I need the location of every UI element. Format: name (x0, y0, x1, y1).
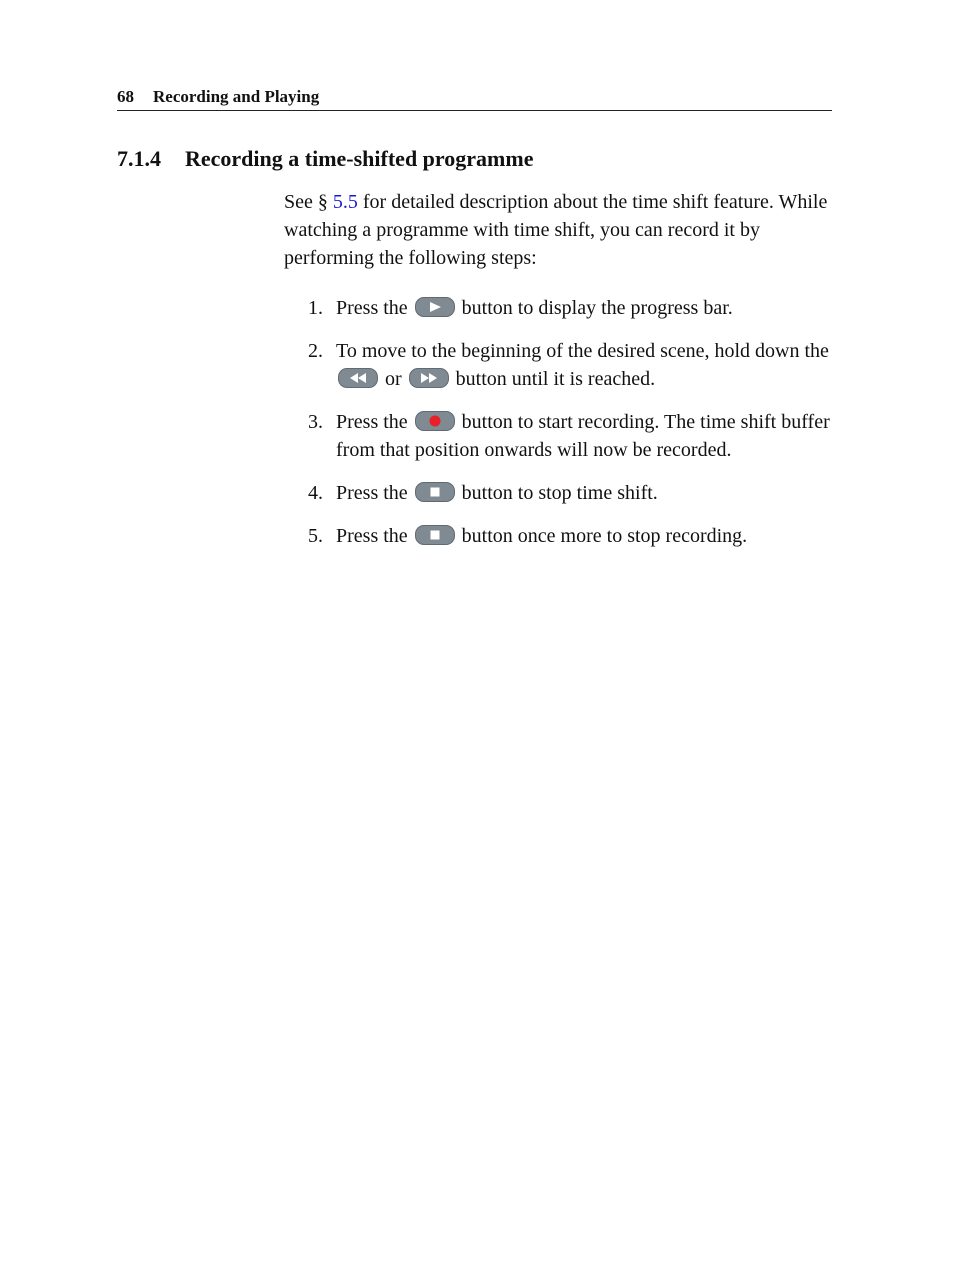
section-cross-reference-link[interactable]: 5.5 (332, 191, 358, 213)
step-number: 2. (308, 340, 323, 362)
step-text-after: button to stop time shift. (461, 482, 658, 504)
step-text-before: Press the (336, 411, 408, 433)
step-number: 5. (308, 525, 323, 547)
rewind-button-icon (338, 368, 378, 388)
step-number: 3. (308, 411, 323, 433)
step-text-after: button once more to stop recording. (461, 525, 748, 547)
stop-button-icon (415, 525, 455, 545)
chapter-title: Recording and Playing (153, 87, 320, 106)
intro-paragraph (284, 188, 840, 272)
step-item (308, 522, 840, 550)
section-heading (117, 144, 533, 174)
step-text-before: Press the (336, 482, 408, 504)
step-text-after: button to start recording. The time shift buffer from that position onwards will now be recorded. (336, 411, 830, 461)
running-head (117, 86, 832, 111)
step-text-before: To move to the beginning of the desired scene, hold down the (336, 340, 829, 362)
step-list (308, 294, 840, 565)
page-number: 68 (117, 87, 134, 106)
intro-prefix: See § (284, 191, 333, 213)
step-text-after: button until it is reached. (455, 368, 656, 390)
intro-suffix: for detailed description about the time shift feature. While watching a programme with time shift, you can record it by performing the following steps: (284, 191, 828, 269)
step-item (308, 337, 840, 393)
section-title: Recording a time-shifted programme (185, 146, 534, 171)
play-button-icon (415, 297, 455, 317)
step-text-middle: or (385, 368, 402, 390)
step-item (308, 408, 840, 464)
step-text-before: Press the (336, 525, 408, 547)
step-number: 1. (308, 297, 323, 319)
step-item (308, 294, 840, 322)
step-number: 4. (308, 482, 323, 504)
step-text-before: Press the (336, 297, 408, 319)
fast-forward-button-icon (409, 368, 449, 388)
stop-button-icon (415, 482, 455, 502)
step-text-after: button to display the progress bar. (461, 297, 733, 319)
section-number: 7.1.4 (117, 146, 161, 171)
step-item (308, 479, 840, 507)
record-button-icon (415, 411, 455, 431)
